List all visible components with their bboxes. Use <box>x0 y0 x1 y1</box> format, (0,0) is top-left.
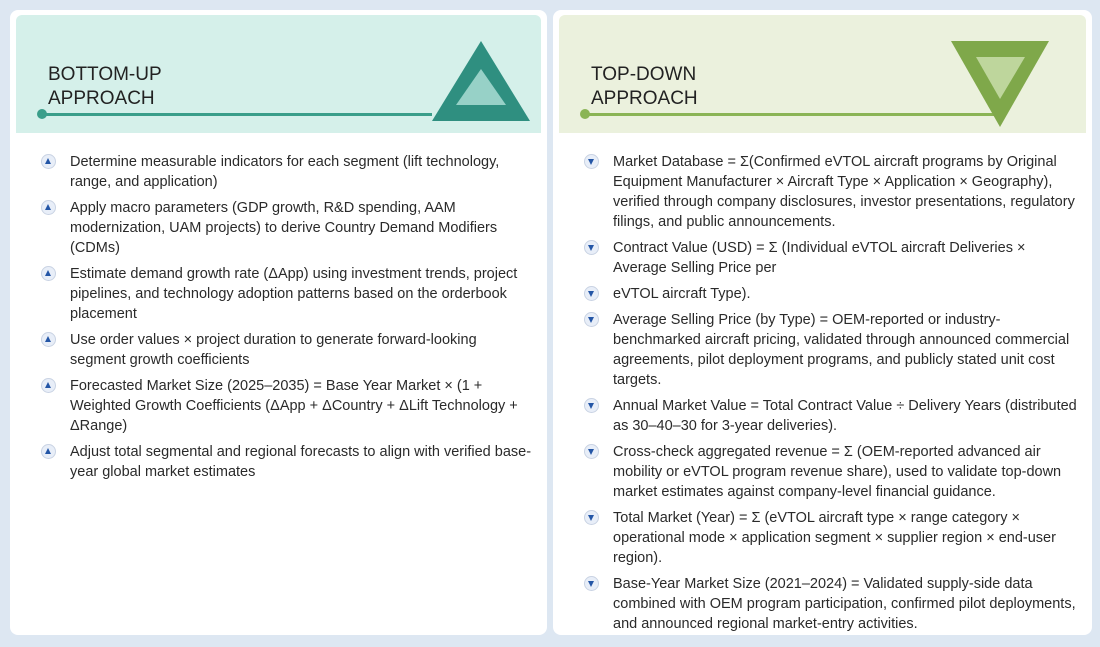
top-down-panel <box>553 10 1092 635</box>
list-item: Base-Year Market Size (2021–2024) = Validated supply-side data combined with OEM program participation, confirmed pilot deployments, and announced regional market-entry activities. <box>585 574 1078 634</box>
top-down-list <box>585 152 1078 640</box>
header-divider <box>42 113 432 116</box>
bottom-up-list <box>42 152 533 488</box>
top-down-header <box>559 15 1086 133</box>
bullet-up-icon <box>42 267 55 280</box>
list-item: Estimate demand growth rate (ΔApp) using investment trends, project pipelines, and technology adoption patterns based on the orderbook placement <box>42 264 533 324</box>
list-item: Contract Value (USD) = Σ (Individual eVTOL aircraft Deliveries × Average Selling Price per <box>585 238 1078 278</box>
triangle-down-icon <box>949 39 1051 129</box>
bullet-down-icon <box>585 287 598 300</box>
bullet-up-icon <box>42 445 55 458</box>
bullet-down-icon <box>585 313 598 326</box>
bullet-down-icon <box>585 399 598 412</box>
list-item: Determine measurable indicators for each segment (lift technology, range, and application) <box>42 152 533 192</box>
bullet-up-icon <box>42 379 55 392</box>
list-item: Adjust total segmental and regional forecasts to align with verified base-year global market estimates <box>42 442 533 482</box>
bullet-up-icon <box>42 333 55 346</box>
bullet-down-icon <box>585 511 598 524</box>
bullet-down-icon <box>585 155 598 168</box>
header-dot <box>37 109 47 119</box>
list-item: Forecasted Market Size (2025–2035) = Base Year Market × (1 + Weighted Growth Coefficients (ΔApp + ΔCountry + ΔLift Technology + ΔRange) <box>42 376 533 436</box>
list-item: Cross-check aggregated revenue = Σ (OEM-reported advanced air mobility or eVTOL program revenue share), used to validate top-down market estimates against company-level financial guidance. <box>585 442 1078 502</box>
bullet-up-icon <box>42 155 55 168</box>
list-item: Average Selling Price (by Type) = OEM-reported or industry-benchmarked aircraft pricing, validated through announced commercial agreements, pilot deployment programs, and publicly stated unit cost targets. <box>585 310 1078 390</box>
bullet-down-icon <box>585 445 598 458</box>
top-down-title: TOP-DOWN APPROACH <box>591 64 698 109</box>
list-item: Market Database = Σ(Confirmed eVTOL aircraft programs by Original Equipment Manufacturer × Aircraft Type × Application × Geography), verified through company disclosures, investor presentations, regulatory filings, and public announcements. <box>585 152 1078 232</box>
triangle-up-icon <box>430 39 532 123</box>
header-divider <box>585 113 1005 116</box>
bullet-down-icon <box>585 577 598 590</box>
bullet-up-icon <box>42 201 55 214</box>
bottom-up-panel <box>10 10 547 635</box>
bottom-up-header <box>16 15 541 133</box>
list-item: eVTOL aircraft Type). <box>585 284 1078 304</box>
bottom-up-title: BOTTOM-UP APPROACH <box>48 64 162 109</box>
list-item: Annual Market Value = Total Contract Value ÷ Delivery Years (distributed as 30–40–30 for 3-year deliveries). <box>585 396 1078 436</box>
header-dot <box>580 109 590 119</box>
list-item: Total Market (Year) = Σ (eVTOL aircraft type × range category × operational mode × application segment × supplier region × end-user region). <box>585 508 1078 568</box>
list-item: Apply macro parameters (GDP growth, R&D spending, AAM modernization, UAM projects) to derive Country Demand Modifiers (CDMs) <box>42 198 533 258</box>
bullet-down-icon <box>585 241 598 254</box>
list-item: Use order values × project duration to generate forward-looking segment growth coefficients <box>42 330 533 370</box>
